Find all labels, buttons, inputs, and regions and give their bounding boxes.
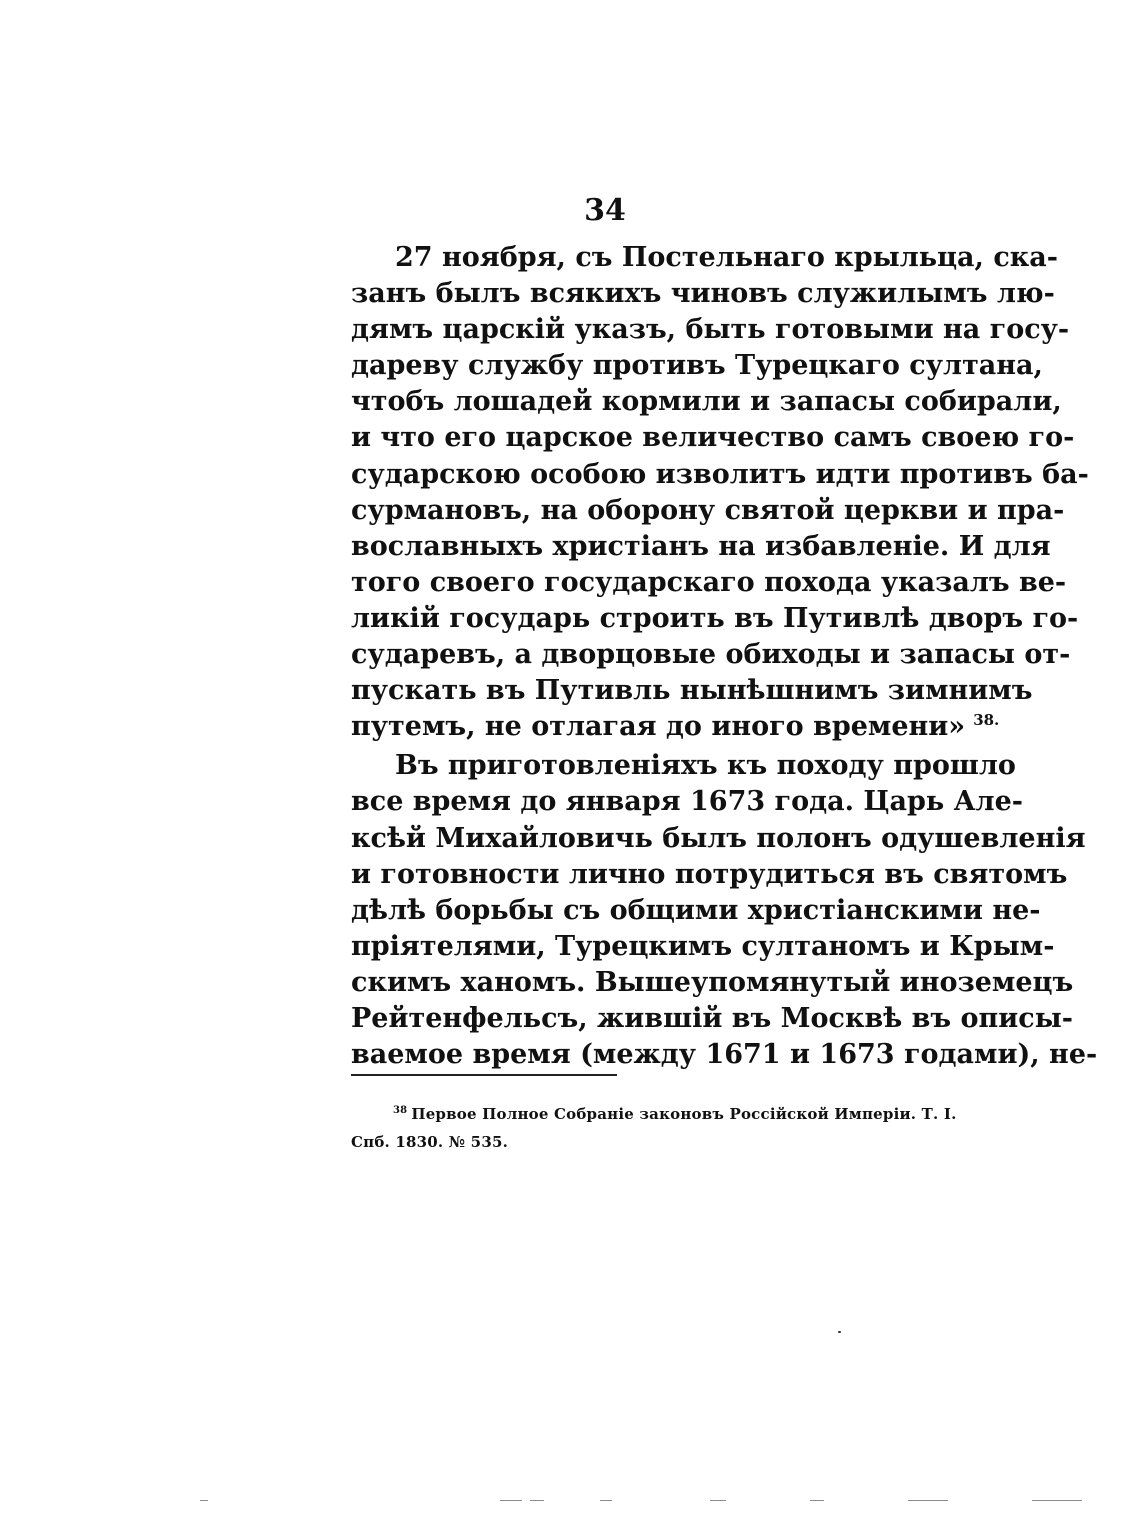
text-line: сударевъ, а дворцовые обиходы и запасы от- xyxy=(351,639,1071,671)
text-line: дямъ царскій указъ, быть готовыми на госу- xyxy=(351,314,1070,346)
text-line: вославныхъ христіанъ на избавленіе. И для xyxy=(351,530,1051,562)
text-line: ликій государь строить въ Путивлѣ дворъ го- xyxy=(351,602,1079,634)
text-line: того своего государскаго похода указалъ ве- xyxy=(351,566,1067,598)
text-line: скимъ ханомъ. Вышеупомянутый иноземецъ xyxy=(351,966,1074,998)
footnote-ref-38[interactable]: 38. xyxy=(973,711,1000,730)
text-line-last xyxy=(351,709,1000,745)
footnote-38 xyxy=(351,1100,957,1156)
footnote-line: Спб. 1830. № 535. xyxy=(351,1133,509,1151)
text-line: сурмановъ, на оборону святой церкви и пра- xyxy=(351,494,1065,526)
scan-edge-marks xyxy=(200,1500,1080,1504)
text-line: чтобъ лошадей кормили и запасы собирали, xyxy=(351,386,1062,418)
text-line: ваемое время (между 1671 и 1673 годами), не- xyxy=(351,1039,1098,1071)
footnote-separator xyxy=(351,1074,617,1076)
text-line: сударскою особою изволитъ идти противъ ба- xyxy=(351,458,1089,490)
scan-speck xyxy=(838,1331,841,1333)
footnote-line-text: Первое Полное Собраніе законовъ Россійской Имперіи. Т. I. xyxy=(411,1105,957,1123)
text-line-content: путемъ, не отлагая до иного времени» xyxy=(351,711,966,743)
page-number: 34 xyxy=(584,193,626,228)
text-line: дареву службу противъ Турецкаго султана, xyxy=(351,350,1043,382)
text-line: занъ былъ всякихъ чиновъ служилымъ лю- xyxy=(351,278,1055,310)
footnote-line xyxy=(351,1100,957,1128)
text-line: пріятелями, Турецкимъ султаномъ и Крым- xyxy=(351,930,1055,962)
text-line: ксѣй Михайловичь былъ полонъ одушевленія xyxy=(351,822,1086,854)
text-line: пускать въ Путивль нынѣшнимъ зимнимъ xyxy=(351,675,1033,707)
text-line: Въ приготовленіяхъ къ походу прошло xyxy=(395,750,1016,782)
text-line: все время до января 1673 года. Царь Але- xyxy=(351,786,1023,818)
text-line: 27 ноября, съ Постельнаго крыльца, ска- xyxy=(395,242,1058,273)
text-line: и готовности лично потрудиться въ святомъ xyxy=(351,858,1068,890)
text-line: и что его царское величество самъ своею го- xyxy=(351,422,1075,454)
text-line: Рейтенфельсъ, жившій въ Москвѣ въ описы- xyxy=(351,1002,1073,1034)
footnote-marker: 38 xyxy=(393,1105,408,1116)
text-line: дѣлѣ борьбы съ общими христіанскими не- xyxy=(351,894,1041,926)
main-text xyxy=(351,240,1098,1073)
